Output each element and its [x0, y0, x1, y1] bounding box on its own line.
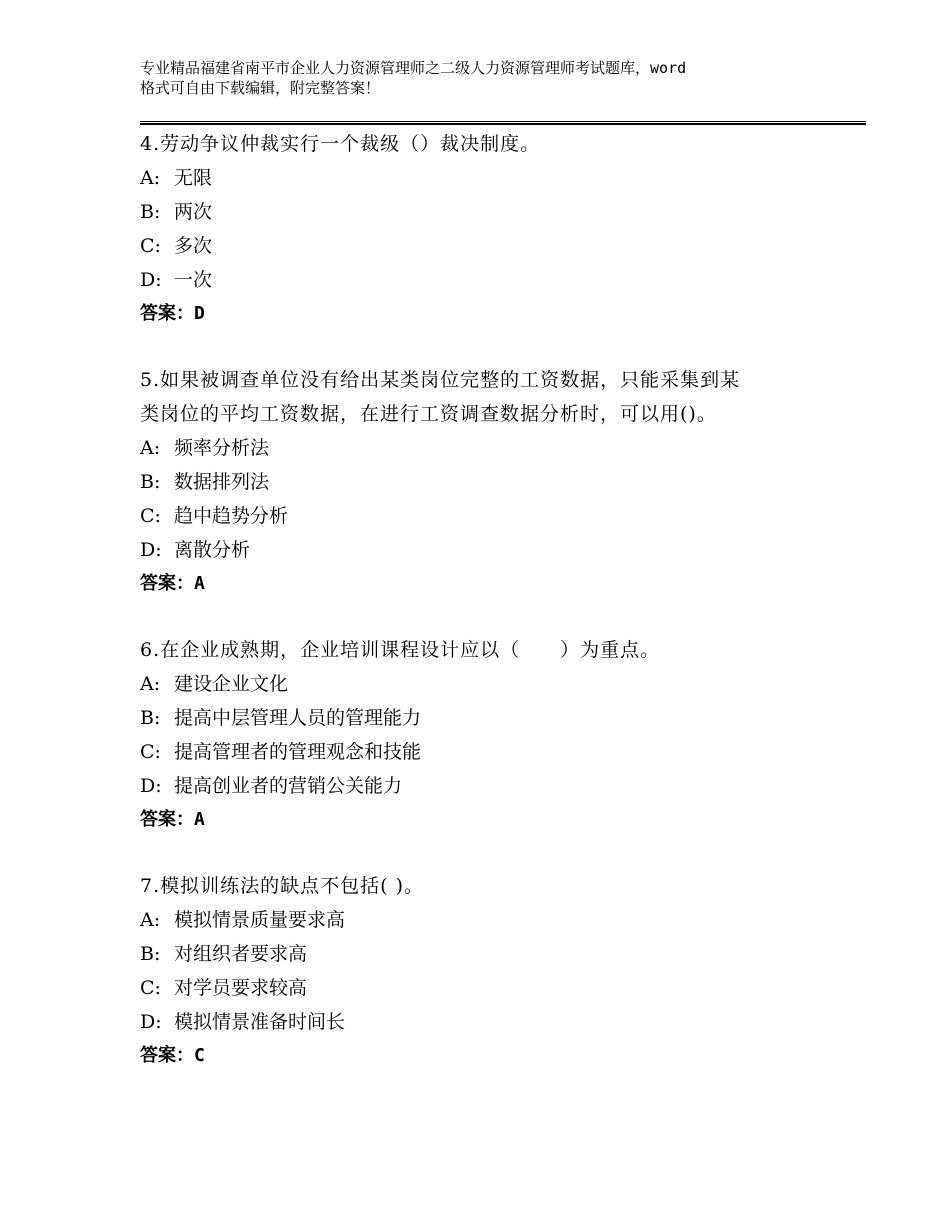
option-b: [140, 937, 840, 971]
question-list: [140, 127, 840, 1105]
option-c: [140, 229, 840, 263]
question-7: [140, 869, 840, 1073]
option-text: 建设企业文化: [174, 673, 289, 695]
option-a: [140, 161, 840, 195]
option-d: [140, 1005, 840, 1039]
header-line-1: 专业精品福建省南平市企业人力资源管理师之二级人力资源管理师考试题库，word: [140, 59, 687, 77]
answer-line: 答案：A: [140, 809, 205, 830]
option-letter: C:: [140, 505, 161, 527]
question-5: [140, 363, 840, 601]
option-letter: D:: [140, 1011, 162, 1033]
option-text: 对学员要求较高: [174, 977, 308, 999]
option-b: [140, 701, 840, 735]
stem-line: 7.模拟训练法的缺点不包括( )。: [140, 875, 424, 897]
option-letter: C:: [140, 235, 161, 257]
option-d: [140, 533, 840, 567]
option-text: 模拟情景准备时间长: [174, 1011, 346, 1033]
option-letter: D:: [140, 775, 162, 797]
option-letter: B:: [140, 943, 161, 965]
option-c: [140, 735, 840, 769]
question-4: [140, 127, 840, 331]
question-stem: [140, 127, 840, 161]
question-stem: [140, 869, 840, 903]
option-text: 离散分析: [174, 539, 251, 561]
stem-line: 6.在企业成熟期，企业培训课程设计应以（ ）为重点。: [140, 639, 661, 661]
option-text: 一次: [174, 269, 213, 291]
option-letter: A:: [140, 909, 161, 931]
option-text: 无限: [174, 167, 213, 189]
question-stem: [140, 363, 840, 431]
option-text: 提高管理者的管理观念和技能: [174, 741, 422, 763]
question-stem: [140, 633, 840, 667]
option-b: [140, 195, 840, 229]
document-header: [140, 58, 840, 98]
option-a: [140, 667, 840, 701]
answer-line: 答案：D: [140, 303, 205, 324]
option-letter: D:: [140, 539, 162, 561]
option-text: 趋中趋势分析: [174, 505, 289, 527]
stem-line: 5.如果被调查单位没有给出某类岗位完整的工资数据，只能采集到某: [140, 369, 741, 391]
option-letter: B:: [140, 201, 161, 223]
option-text: 两次: [174, 201, 213, 223]
option-text: 多次: [174, 235, 213, 257]
stem-line: 4.劳动争议仲裁实行一个裁级（）裁决制度。: [140, 133, 541, 155]
stem-line: 类岗位的平均工资数据，在进行工资调查数据分析时，可以用()。: [140, 403, 717, 425]
option-c: [140, 971, 840, 1005]
header-divider-thick: [140, 123, 866, 125]
option-a: [140, 903, 840, 937]
option-d: [140, 769, 840, 803]
option-text: 提高创业者的营销公关能力: [174, 775, 403, 797]
option-letter: B:: [140, 471, 161, 493]
option-letter: D:: [140, 269, 162, 291]
option-letter: A:: [140, 673, 161, 695]
option-letter: C:: [140, 977, 161, 999]
option-d: [140, 263, 840, 297]
option-text: 模拟情景质量要求高: [174, 909, 346, 931]
answer-line: 答案：A: [140, 573, 205, 594]
question-6: [140, 633, 840, 837]
answer-line: 答案：C: [140, 1045, 205, 1066]
option-text: 对组织者要求高: [174, 943, 308, 965]
option-text: 频率分析法: [174, 437, 270, 459]
header-divider-thin: [140, 121, 866, 122]
option-letter: A:: [140, 437, 161, 459]
option-text: 数据排列法: [174, 471, 270, 493]
option-c: [140, 499, 840, 533]
option-letter: A:: [140, 167, 161, 189]
option-text: 提高中层管理人员的管理能力: [174, 707, 422, 729]
header-line-2: 格式可自由下载编辑，附完整答案！: [140, 79, 381, 97]
option-b: [140, 465, 840, 499]
option-letter: C:: [140, 741, 161, 763]
option-a: [140, 431, 840, 465]
option-letter: B:: [140, 707, 161, 729]
